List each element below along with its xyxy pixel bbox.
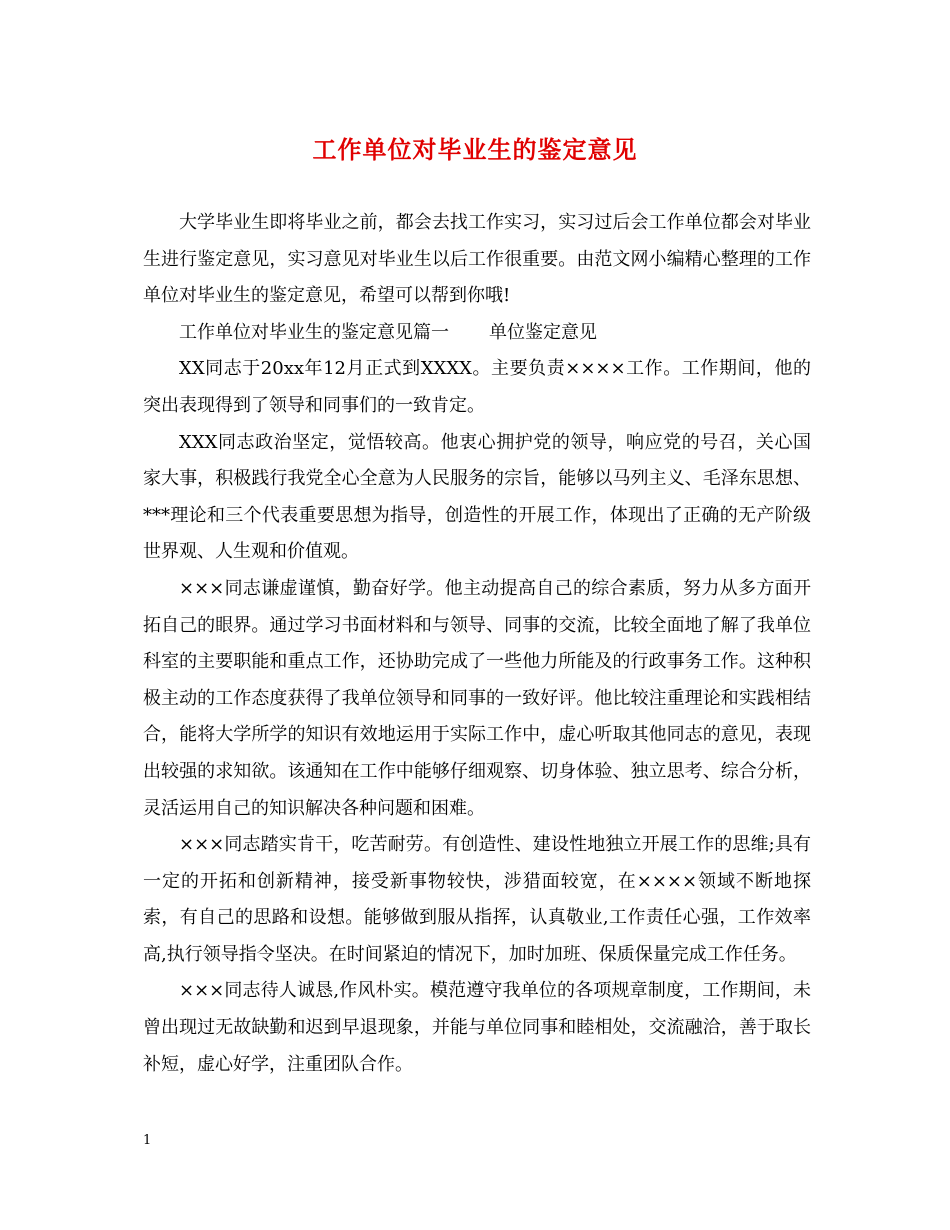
section-subheading: 单位鉴定意见 <box>489 321 597 343</box>
page-number: 1 <box>143 1133 152 1148</box>
body-paragraph: XXX同志政治坚定，觉悟较高。他衷心拥护党的领导，响应党的号召，关心国家大事，积极践行我党全心全意为人民服务的宗旨，能够以马列主义、毛泽东思想、***理论和三个代表重要思想为指导，创造性的开展工作，体现出了正确的无产阶级世界观、人生观和价值观。 <box>143 431 811 563</box>
document-body <box>143 205 811 1083</box>
intro-paragraph: 大学毕业生即将毕业之前，都会去找工作实习，实习过后会工作单位都会对毕业生进行鉴定意见，实习意见对毕业生以后工作很重要。由范文网小编精心整理的工作单位对毕业生的鉴定意见，希望可以帮到你哦! <box>143 212 811 307</box>
body-paragraph: ×××同志谦虚谨慎，勤奋好学。他主动提高自己的综合素质，努力从多方面开拓自己的眼界。通过学习书面材料和与领导、同事的交流，比较全面地了解了我单位科室的主要职能和重点工作，还协助完成了一些他力所能及的行政事务工作。这种积极主动的工作态度获得了我单位领导和同事的一致好评。他比较注重理论和实践相结合，能将大学所学的知识有效地运用于实际工作中，虚心听取其他同志的意见，表现出较强的求知欲。该通知在工作中能够仔细观察、切身体验、独立思考、综合分析，灵活运用自己的知识解决各种问题和困难。 <box>143 577 811 819</box>
body-paragraph: XX同志于20xx年12月正式到XXXX。主要负责××××工作。工作期间，他的突出表现得到了领导和同事们的一致肯定。 <box>143 358 811 416</box>
body-paragraph: ×××同志踏实肯干，吃苦耐劳。有创造性、建设性地独立开展工作的思维;具有一定的开拓和创新精神，接受新事物较快，涉猎面较宽，在××××领域不断地探索，有自己的思路和设想。能够做到服从指挥，认真敬业,工作责任心强，工作效率高,执行领导指令坚决。在时间紧迫的情况下，加时加班、保质保量完成工作任务。 <box>143 834 811 965</box>
body-paragraph: ×××同志待人诚恳,作风朴实。模范遵守我单位的各项规章制度，工作期间，未曾出现过无故缺勤和迟到早退现象，并能与单位同事和睦相处，交流融洽，善于取长补短，虚心好学，注重团队合作。 <box>143 980 811 1075</box>
document-title: 工作单位对毕业生的鉴定意见 <box>312 135 638 164</box>
section-heading: 工作单位对毕业生的鉴定意见篇一 <box>179 321 449 343</box>
section-heading-line <box>143 315 811 352</box>
